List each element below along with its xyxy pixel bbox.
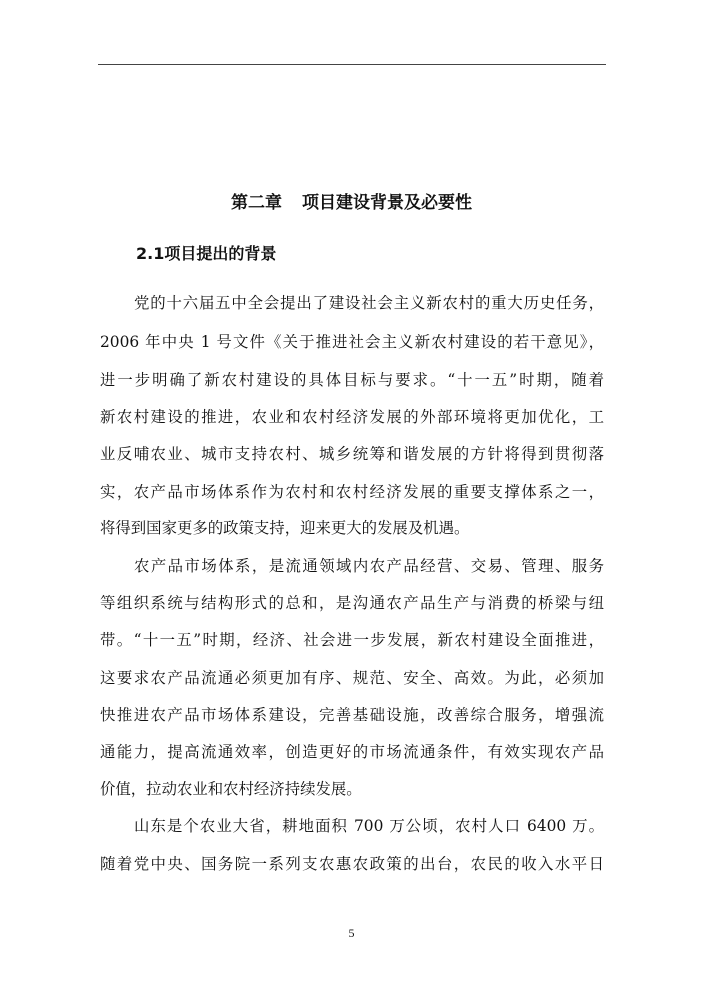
paragraph-line: 等组织系统与结构形式的总和，是沟通农产品生产与消费的桥梁与纽 bbox=[100, 594, 604, 612]
paragraph-line: 通能力，提高流通效率，创造更好的市场流通条件，有效实现农产品 bbox=[100, 743, 604, 761]
chapter-heading: 项目建设背景及必要性 bbox=[302, 193, 472, 213]
paragraph-line: 快推进农产品市场体系建设，完善基础设施，改善综合服务，增强流 bbox=[100, 706, 604, 724]
chapter-number: 第二章 bbox=[231, 193, 282, 213]
paragraph-line: 党的十六届五中全会提出了建设社会主义新农村的重大历史任务， bbox=[134, 294, 604, 312]
paragraph-line: 农产品市场体系，是流通领域内农产品经营、交易、管理、服务 bbox=[134, 557, 604, 575]
paragraph-line: 新农村建设的推进，农业和农村经济发展的外部环境将更加优化，工 bbox=[100, 408, 604, 426]
paragraph-line: 随着党中央、国务院一系列支农惠农政策的出台，农民的收入水平日 bbox=[100, 855, 604, 873]
paragraph-line: 业反哺农业、城市支持农村、城乡统筹和谐发展的方针将得到贯彻落 bbox=[100, 445, 604, 463]
paragraph-line: 这要求农产品流通必须更加有序、规范、安全、高效。为此，必须加 bbox=[100, 669, 604, 687]
paragraph-line: 山东是个农业大省，耕地面积 700 万公顷，农村人口 6400 万。 bbox=[134, 817, 604, 835]
chapter-title bbox=[0, 190, 703, 216]
paragraph-line: 2006 年中央 1 号文件《关于推进社会主义新农村建设的若干意见》， bbox=[100, 333, 604, 351]
paragraph-line: 价值，拉动农业和农村经济持续发展。 bbox=[100, 780, 362, 798]
paragraph-line: 将得到国家更多的政策支持，迎来更大的发展及机遇。 bbox=[100, 519, 470, 537]
page-number: 5 bbox=[348, 926, 355, 940]
header-rule bbox=[98, 64, 606, 65]
section-title: 2.1项目提出的背景 bbox=[136, 244, 277, 263]
paragraph-line: 进一步明确了新农村建设的具体目标与要求。“十一五”时期，随着 bbox=[100, 371, 604, 389]
paragraph-line: 带。“十一五”时期，经济、社会进一步发展，新农村建设全面推进， bbox=[100, 631, 604, 649]
paragraph-line: 实，农产品市场体系作为农村和农村经济发展的重要支撑体系之一， bbox=[100, 483, 604, 501]
